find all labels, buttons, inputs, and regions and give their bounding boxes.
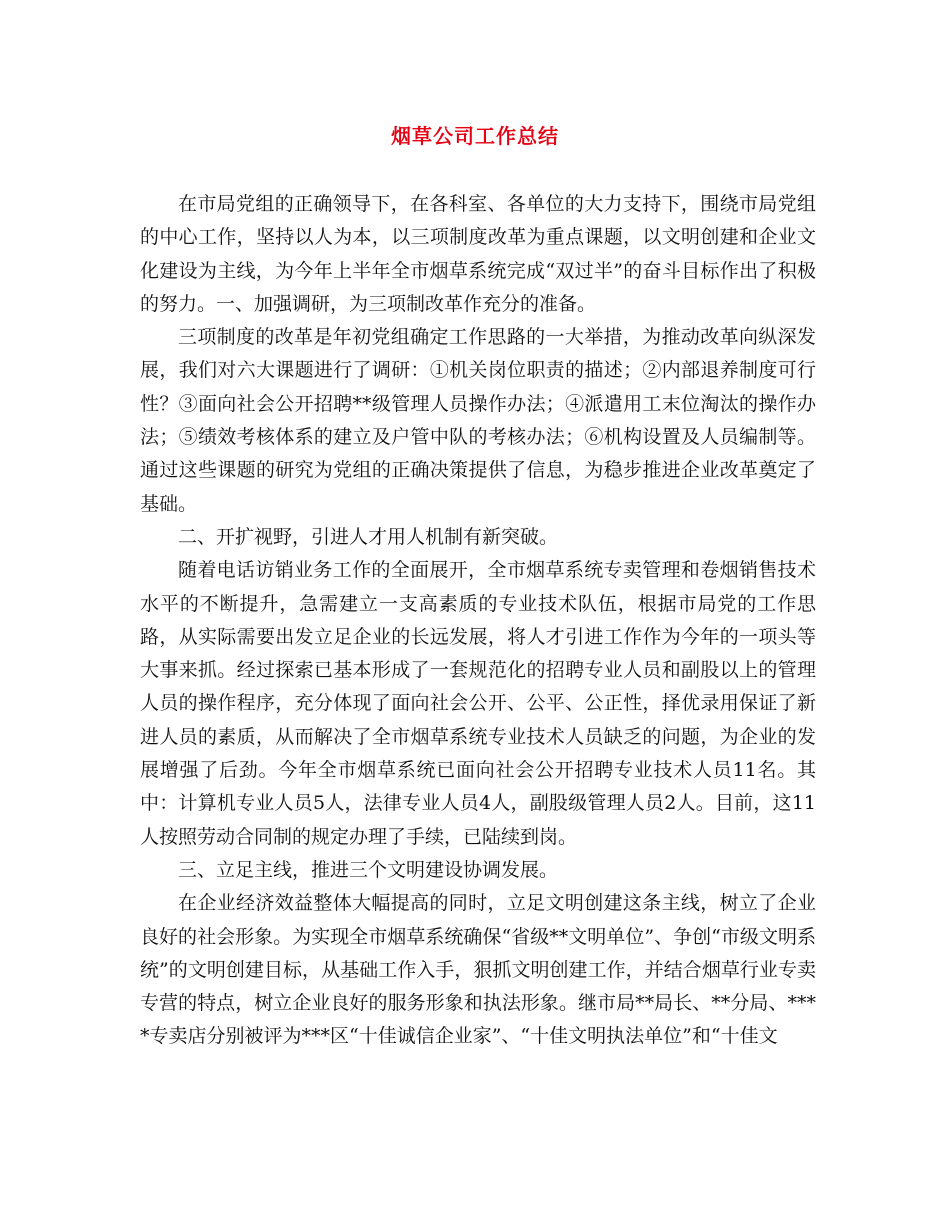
section-heading-3: 三、立足主线，推进三个文明建设协调发展。 — [178, 858, 559, 881]
paragraph-talent: 随着电话访销业务工作的全面展开，全市烟草系统专卖管理和卷烟销售技术水平的不断提升，急需建立一支高素质的专业技术队伍，根据市局党的工作思路，从实际需要出发立足企业的长远发展，将人才引进工作作为今年的一项头等大事来抓。经过探索已基本形成了一套规范化的招聘专业人员和副股以上的管理人员的操作程序，充分体现了面向社会公开、公平、公正性，择优录用保证了新进人员的素质，从而解决了全市烟草系统专业技术人员缺乏的问题，为企业的发展增强了后劲。今年全市烟草系统已面向社会公开招聘专业技术人员11名。其中：计算机专业人员5人，法律专业人员4人，副股级管理人员2人。目前，这11人按照劳动合同制的规定办理了手续，已陆续到岗。 — [140, 559, 816, 848]
document-body — [140, 188, 816, 1054]
paragraph-intro: 在市局党组的正确领导下，在各科室、各单位的大力支持下，围绕市局党组的中心工作，坚持以人为本，以三项制度改革为重点课题，以文明创建和企业文化建设为主线，为今年上半年全市烟草系统完成“双过半”的奋斗目标作出了积极的努力。一、加强调研，为三项制改革作充分的准备。 — [140, 193, 816, 315]
document-title: 烟草公司工作总结 — [391, 124, 559, 148]
paragraph-research: 三项制度的改革是年初党组确定工作思路的一大举措，为推动改革向纵深发展，我们对六大课题进行了调研：①机关岗位职责的描述；②内部退养制度可行性？③面向社会公开招聘**级管理人员操作办法；④派遣用工末位淘汰的操作办法；⑤绩效考核体系的建立及户管中队的考核办法；⑥机构设置及人员编制等。通过这些课题的研究为党组的正确决策提供了信息，为稳步推进企业改革奠定了基础。 — [140, 326, 816, 515]
section-heading-2: 二、开扩视野，引进人才用人机制有新突破。 — [178, 525, 559, 548]
paragraph-civilization: 在企业经济效益整体大幅提高的同时，立足文明创建这条主线，树立了企业良好的社会形象。为实现全市烟草系统确保“省级**文明单位”、争创“市级文明系统”的文明创建目标，从基础工作入手，狠抓文明创建工作，并结合烟草行业专卖专营的特点，树立企业良好的服务形象和执法形象。继市局**局长、**分局、****专卖店分别被评为***区“十佳诚信企业家”、“十佳文明执法单位”和“十佳文 — [140, 892, 816, 1048]
